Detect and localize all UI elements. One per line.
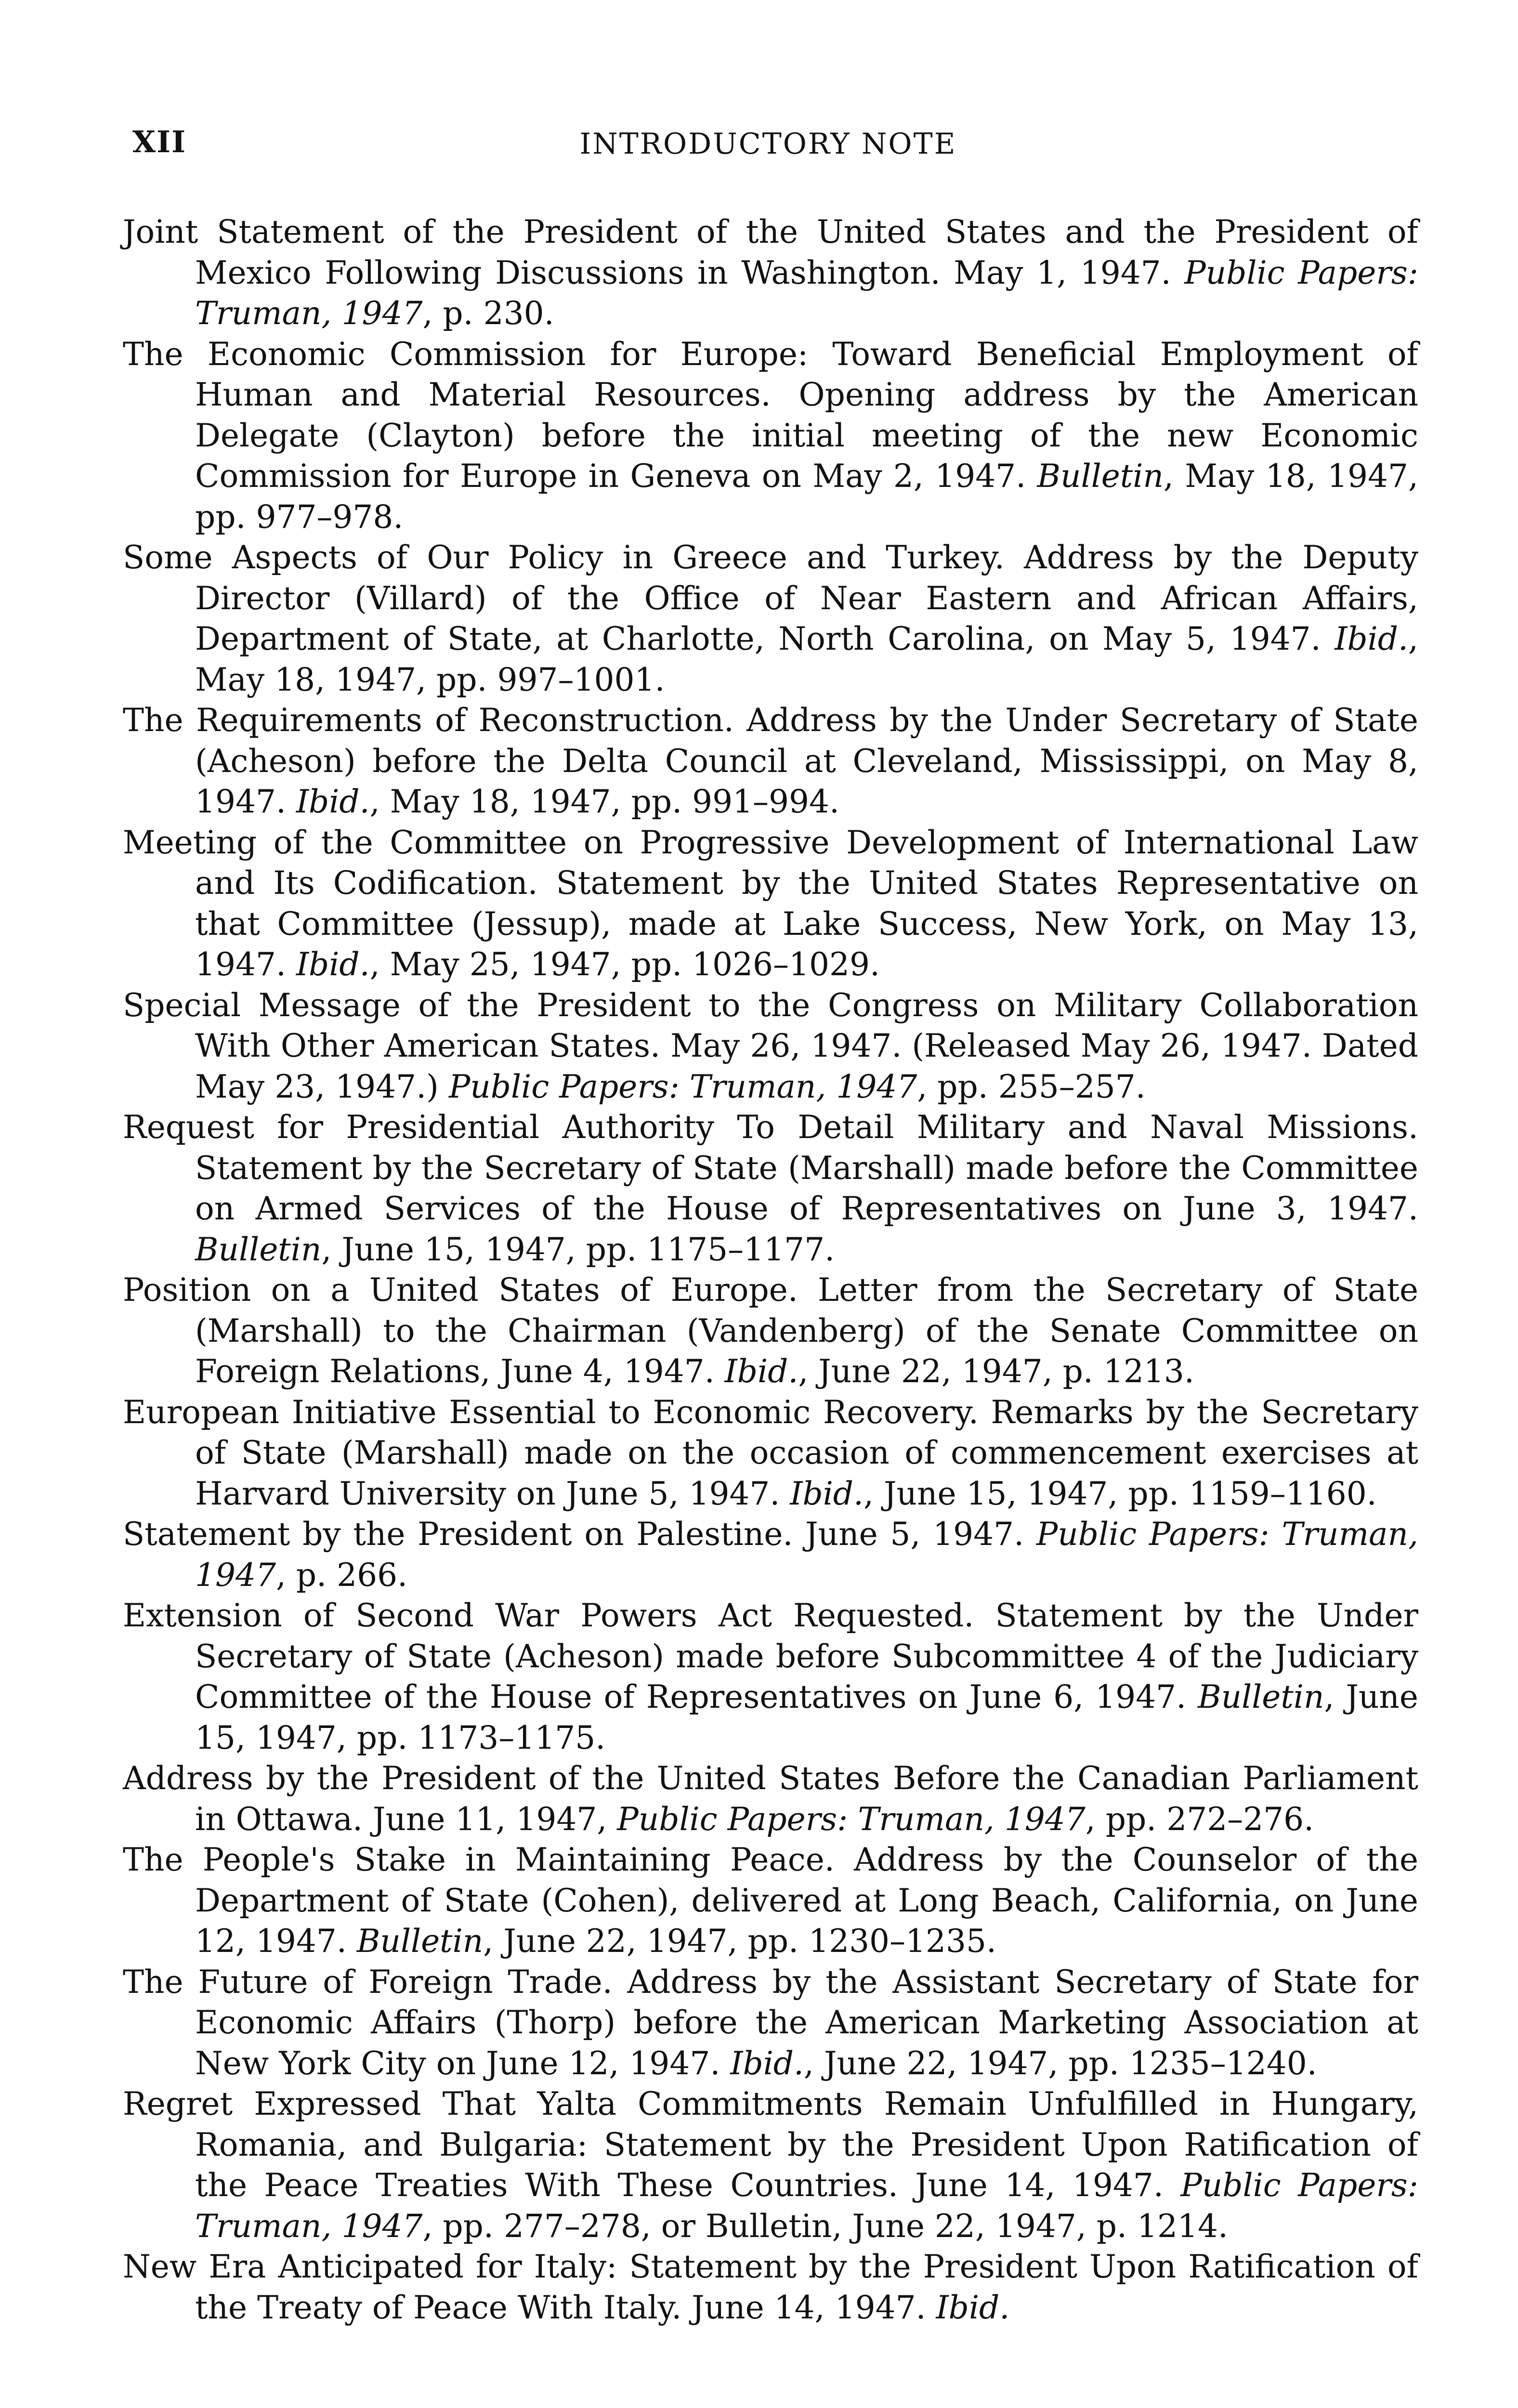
entry-text: Position on a United States of Europe. Letter from the Secretary of State (Marshall) to the Chairman (Vandenberg) of the Senate Committee on Foreign Relations, June 4, 1947. — [123, 1271, 1418, 1390]
page-header — [132, 124, 1404, 168]
entry-citation: , p. 266. — [275, 1556, 408, 1594]
bibliography-entry — [123, 1596, 1418, 1758]
entry-citation: , June 15, 1947, pp. 1175–1177. — [321, 1230, 835, 1268]
entry-text: The Requirements of Reconstruction. Address by the Under Secretary of State (Acheson) before the Delta Council at Cleveland, Mississippi, on May 8, 1947. — [123, 702, 1418, 820]
entry-citation: , June 22, 1947, pp. 1235–1240. — [804, 2044, 1317, 2082]
entry-source: Ibid. — [296, 946, 370, 983]
entry-source: Public Papers: Truman, 1947 — [195, 254, 1418, 332]
bibliography-entry — [123, 334, 1418, 538]
bibliography-entry — [123, 823, 1418, 985]
bibliography-list — [123, 212, 1418, 2328]
entry-text: New Era Anticipated for Italy: Statement by the President Upon Ratification of the Treaty of Peace With Italy. June 14, 1947. — [123, 2248, 1418, 2326]
entry-source: Public Papers: Truman, 1947 — [195, 1516, 1418, 1594]
bibliography-entry — [123, 985, 1418, 1108]
entry-text: Extension of Second War Powers Act Requested. Statement by the Under Secretary of State (Acheson) made before Subcommittee 4 of the Judiciary Committee of the House of Representatives on June 6, 1947. — [123, 1597, 1418, 1715]
bibliography-entry — [123, 2247, 1418, 2328]
entry-text: Joint Statement of the President of the United States and the President of Mexico Following Discussions in Washington. May 1, 1947. — [123, 213, 1418, 291]
entry-citation: , pp. 255–257. — [917, 1068, 1146, 1105]
entry-citation: , June 15, 1947, pp. 1159–1160. — [864, 1475, 1377, 1512]
entry-source: Ibid. — [724, 1353, 798, 1390]
entry-source: Bulletin — [356, 1923, 484, 1960]
entry-text: European Initiative Essential to Economic Recovery. Remarks by the Secretary of State (Marshall) made on the occasion of commencement exercises at Harvard University on June 5, 1947. — [123, 1393, 1418, 1512]
entry-citation: , p. 230. — [422, 295, 554, 332]
entry-text: Request for Presidential Authority To Detail Military and Naval Missions. Statement by the Secretary of State (Marshall) made before the Committee on Armed Services of the House of Representatives on June 3, 1947. — [123, 1109, 1418, 1227]
entry-citation: , June 22, 1947, pp. 1230–1235. — [483, 1923, 996, 1960]
entry-source: Ibid. — [730, 2044, 804, 2082]
entry-text: The People's Stake in Maintaining Peace. Address by the Counselor of the Department of State (Cohen), delivered at Long Beach, California, on June 12, 1947. — [123, 1841, 1418, 1960]
entry-citation: , May 18, 1947, pp. 977–978. — [195, 458, 1418, 536]
entry-source: Public Papers: Truman, 1947 — [195, 2167, 1418, 2245]
bibliography-entry — [123, 212, 1418, 334]
entry-citation: , June 15, 1947, pp. 1173–1175. — [195, 1678, 1418, 1756]
bibliography-entry — [123, 537, 1418, 700]
entry-citation: , June 22, 1947, p. 1213. — [798, 1353, 1194, 1390]
bibliography-entry — [123, 700, 1418, 823]
entry-source: Bulletin — [1198, 1678, 1324, 1715]
entry-source: Ibid. — [790, 1475, 864, 1512]
bibliography-entry — [123, 1107, 1418, 1270]
entry-text: Meeting of the Committee on Progressive Development of International Law and Its Codification. Statement by the United States Representative on that Committee (Jessup), made at Lake Success, New York, on May 13, 1947. — [123, 824, 1418, 983]
bibliography-entry — [123, 1840, 1418, 1962]
entry-text: Special Message of the President to the Congress on Military Collaboration With Other American States. May 26, 1947. (Released May 26, 1947. Dated May 23, 1947.) — [123, 986, 1418, 1105]
page-number: XII — [132, 124, 187, 159]
entry-text: The Economic Commission for Europe: Toward Beneficial Employment of Human and Material Resources. Opening address by the American Delegate (Clayton) before the initial meeting of the new Economic Commission for Europe in Geneva on May 2, 1947. — [123, 335, 1418, 495]
entry-text: Address by the President of the United States Before the Canadian Parliament in Ottawa. June 11, 1947, — [123, 1760, 1418, 1838]
bibliography-entry — [123, 1270, 1418, 1392]
bibliography-entry — [123, 1514, 1418, 1596]
entry-citation: , May 18, 1947, pp. 991–994. — [369, 783, 840, 820]
entry-source: Ibid. — [1335, 620, 1409, 657]
entry-citation: , May 25, 1947, pp. 1026–1029. — [369, 946, 880, 983]
running-head: INTRODUCTORY NOTE — [579, 127, 957, 161]
bibliography-entry — [123, 2084, 1418, 2247]
entry-source: Ibid. — [936, 2289, 1010, 2326]
entry-citation: , pp. 272–276. — [1085, 1800, 1314, 1838]
bibliography-entry — [123, 1962, 1418, 2084]
entry-source: Public Papers: Truman, 1947 — [617, 1800, 1086, 1838]
entry-citation: , pp. 277–278, or Bulletin, June 22, 1947, p. 1214. — [422, 2207, 1228, 2245]
entry-source: Public Papers: Truman, 1947 — [448, 1068, 917, 1105]
bibliography-entry — [123, 1392, 1418, 1515]
entry-text: Regret Expressed That Yalta Commitments Remain Unfulfilled in Hungary, Romania, and Bulgaria: Statement by the President Upon Ratification of the Peace Treaties With These Countries. June 14, 1947. — [123, 2085, 1418, 2204]
entry-text: The Future of Foreign Trade. Address by the Assistant Secretary of State for Economic Affairs (Thorp) before the American Marketing Association at New York City on June 12, 1947. — [123, 1963, 1418, 2082]
entry-citation: , May 18, 1947, pp. 997–1001. — [195, 620, 1418, 698]
entry-source: Bulletin — [195, 1230, 322, 1268]
entry-text: Statement by the President on Palestine. June 5, 1947. — [123, 1516, 1036, 1553]
entry-text: Some Aspects of Our Policy in Greece and Turkey. Address by the Deputy Director (Villard) of the Office of Near Eastern and African Affairs, Department of State, at Charlotte, North Carolina, on May 5, 1947. — [123, 539, 1418, 657]
entry-source: Bulletin — [1037, 458, 1164, 495]
bibliography-entry — [123, 1758, 1418, 1840]
entry-source: Ibid. — [296, 783, 370, 820]
